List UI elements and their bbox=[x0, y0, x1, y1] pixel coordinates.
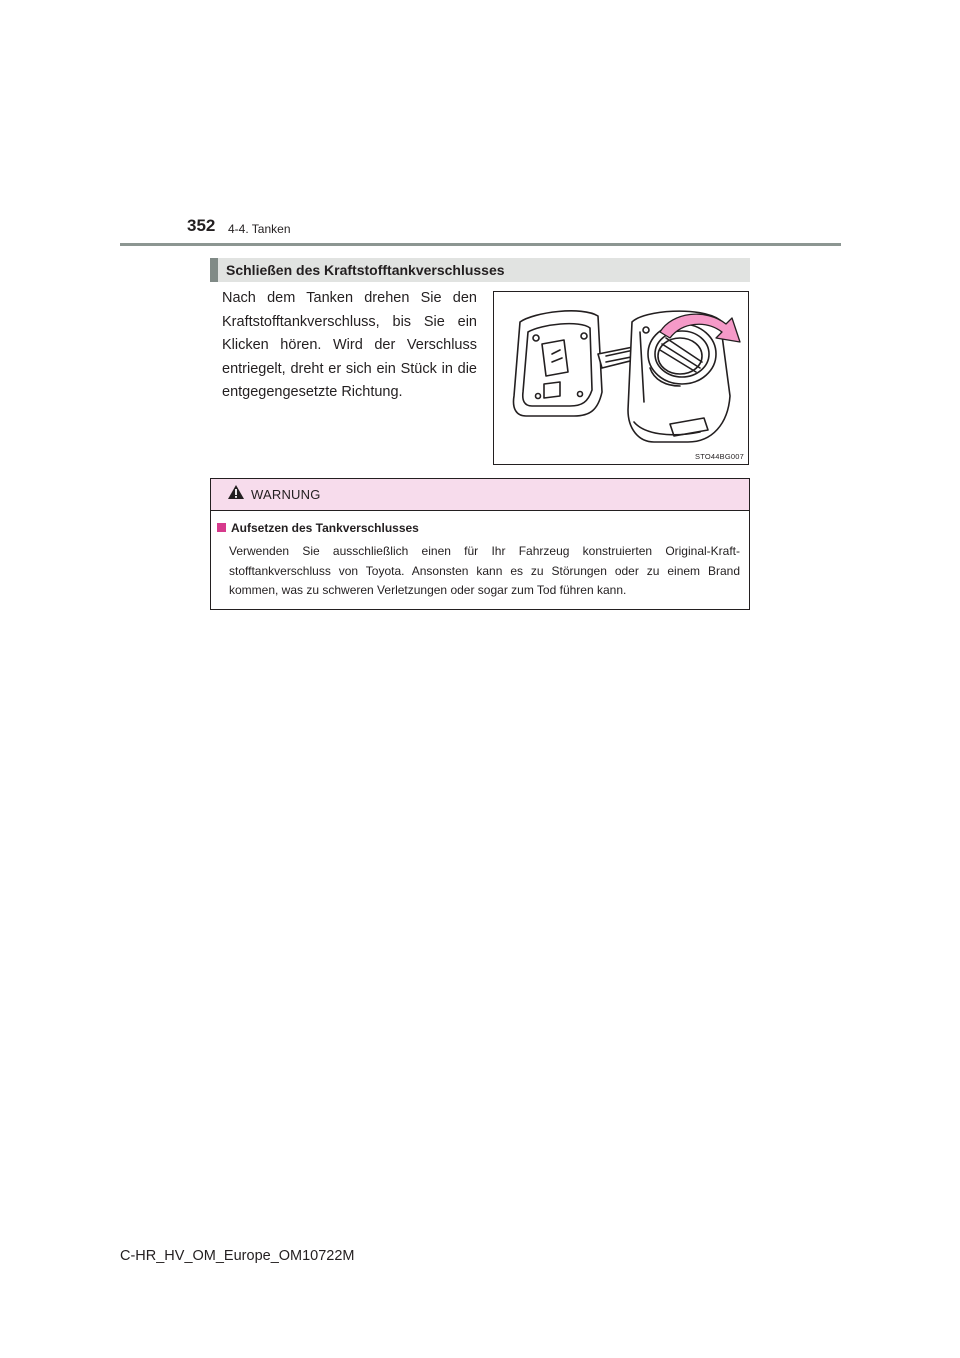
warning-item-title-text: Aufsetzen des Tankverschlusses bbox=[231, 521, 419, 535]
section-title: 4-4. Tanken bbox=[228, 222, 291, 236]
warning-header bbox=[211, 479, 749, 511]
warning-box bbox=[210, 478, 750, 610]
fuel-cap-illustration bbox=[493, 291, 749, 465]
instruction-text: Nach dem Tanken drehen Sie den Kraftstofftankverschluss, bis Sie ein Klicken hören. Wird der Verschluss entriegelt, dreht er sich ein Stück in die entgegengesetzte Richtung. bbox=[222, 290, 477, 400]
page-number: 352 bbox=[187, 216, 216, 235]
footer-document-code: C-HR_HV_OM_Europe_OM10722M bbox=[120, 1248, 355, 1264]
square-bullet-icon bbox=[217, 523, 226, 532]
fuel-door-drawing bbox=[494, 292, 750, 466]
figure-code: STO44BG007 bbox=[695, 452, 744, 461]
warning-triangle-icon bbox=[227, 484, 245, 505]
header-rule bbox=[120, 243, 841, 246]
warning-item-title bbox=[217, 521, 419, 535]
warning-text: Verwenden Sie ausschließlich einen für Ihr Fahrzeug konstruierten Original-Kraft-stofftankverschluss von Toyota. Ansonsten kann es zu Störungen oder zu einem Brand kommen, was zu schweren Verletzungen oder sogar zum Tod führen kann. bbox=[229, 544, 740, 597]
sub-heading: Schließen des Kraftstofftankverschlusses bbox=[210, 258, 750, 282]
warning-label: WARNUNG bbox=[251, 487, 321, 502]
